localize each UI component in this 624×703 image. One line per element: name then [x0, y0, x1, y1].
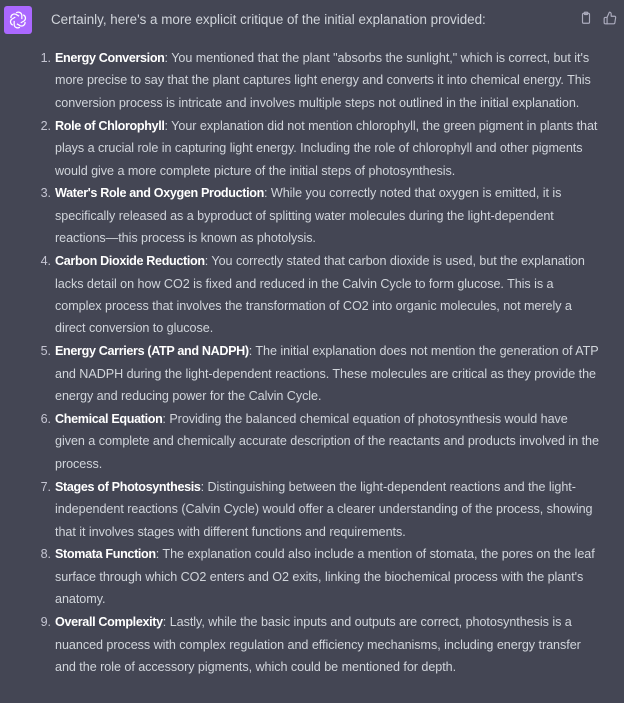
list-item-number: 9.: [40, 615, 51, 630]
list-item-term: Chemical Equation: [55, 412, 163, 426]
list-item: [0, 408, 600, 475]
list-item-text: : Distinguishing between the light-dependent reactions and the light-independent reactions (Calvin Cycle) would offer a clearer understanding of the process, showing that it involves stages with different functions and requirements.: [55, 479, 593, 539]
list-item: [0, 115, 600, 182]
list-item-number: 3.: [40, 186, 51, 201]
list-item-term: Water's Role and Oxygen Production: [55, 186, 264, 201]
list-item: [0, 476, 600, 543]
list-item-term: Stomata Function: [55, 547, 156, 562]
list-item-text: : The explanation could also include a mention of stomata, the pores on the leaf surface through which CO2 enters and O2 exits, linking the biochemical process with the plant's anatomy.: [55, 547, 595, 607]
list-item-number: 6.: [40, 412, 51, 426]
list-item-term: Overall Complexity: [55, 615, 163, 630]
critique-list: [0, 47, 600, 679]
chatgpt-logo-icon: [8, 10, 28, 30]
list-item-number: 4.: [40, 254, 51, 269]
thumbs-up-icon[interactable]: [602, 10, 618, 26]
list-item: [0, 611, 600, 678]
list-item-text: : Providing the balanced chemical equation of photosynthesis would have given a complete and chemically accurate description of the reactants and products involved in the process.: [55, 412, 599, 471]
list-item-number: 7.: [40, 479, 51, 494]
list-item-text: : While you correctly noted that oxygen is emitted, it is specifically released as a byproduct of splitting water molecules during the light-dependent reactions—this process is known as photolysis.: [55, 186, 562, 246]
list-item-number: 2.: [40, 118, 51, 133]
list-item-text: : The initial explanation does not mention the generation of ATP and NADPH during the light-dependent reactions. These molecules are critical as they provide the energy and reducing power for the Calvin Cycle.: [55, 344, 599, 404]
chatgpt-avatar: [4, 6, 32, 34]
message-actions: [578, 10, 618, 26]
list-item-term: Energy Carriers (ATP and NADPH): [55, 344, 249, 359]
list-item: [0, 47, 600, 114]
list-item-text: : Your explanation did not mention chlorophyll, the green pigment in plants that plays a crucial role in capturing light energy. Including the role of chlorophyll and other pigments would give a more complete picture of the initial steps of photosynthesis.: [55, 118, 598, 178]
list-item-text: : You correctly stated that carbon dioxide is used, but the explanation lacks detail on how CO2 is fixed and reduced in the Calvin Cycle to form glucose. This is a complex process that involves the transformation of CO2 into organic molecules, not merely a direct conversion to glucose.: [55, 254, 585, 336]
list-item-number: 1.: [40, 51, 51, 65]
list-item-number: 8.: [40, 547, 51, 562]
list-item-text: : Lastly, while the basic inputs and outputs are correct, photosynthesis is a nuanced process with complex regulation and efficiency mechanisms, including energy transfer and the role of accessory pigments, which could be mentioned for depth.: [55, 615, 581, 674]
list-item: [0, 182, 600, 249]
list-item-number: 5.: [40, 344, 51, 359]
list-item: [0, 543, 600, 610]
list-item-term: Stages of Photosynthesis: [55, 479, 201, 494]
list-item-term: Energy Conversion: [55, 51, 165, 65]
list-item: [0, 250, 600, 340]
message-intro: Certainly, here's a more explicit critique of the initial explanation provided:: [51, 12, 486, 27]
list-item-text: : You mentioned that the plant "absorbs the sunlight," which is correct, but it's more precise to say that the plant captures light energy and converts it into chemical energy. This conversion process is intricate and involves multiple steps not outlined in the initial explanation.: [55, 51, 591, 110]
list-item-term: Carbon Dioxide Reduction: [55, 254, 205, 269]
list-item: [0, 340, 600, 407]
list-item-term: Role of Chlorophyll: [55, 118, 165, 133]
clipboard-icon[interactable]: [578, 10, 594, 26]
